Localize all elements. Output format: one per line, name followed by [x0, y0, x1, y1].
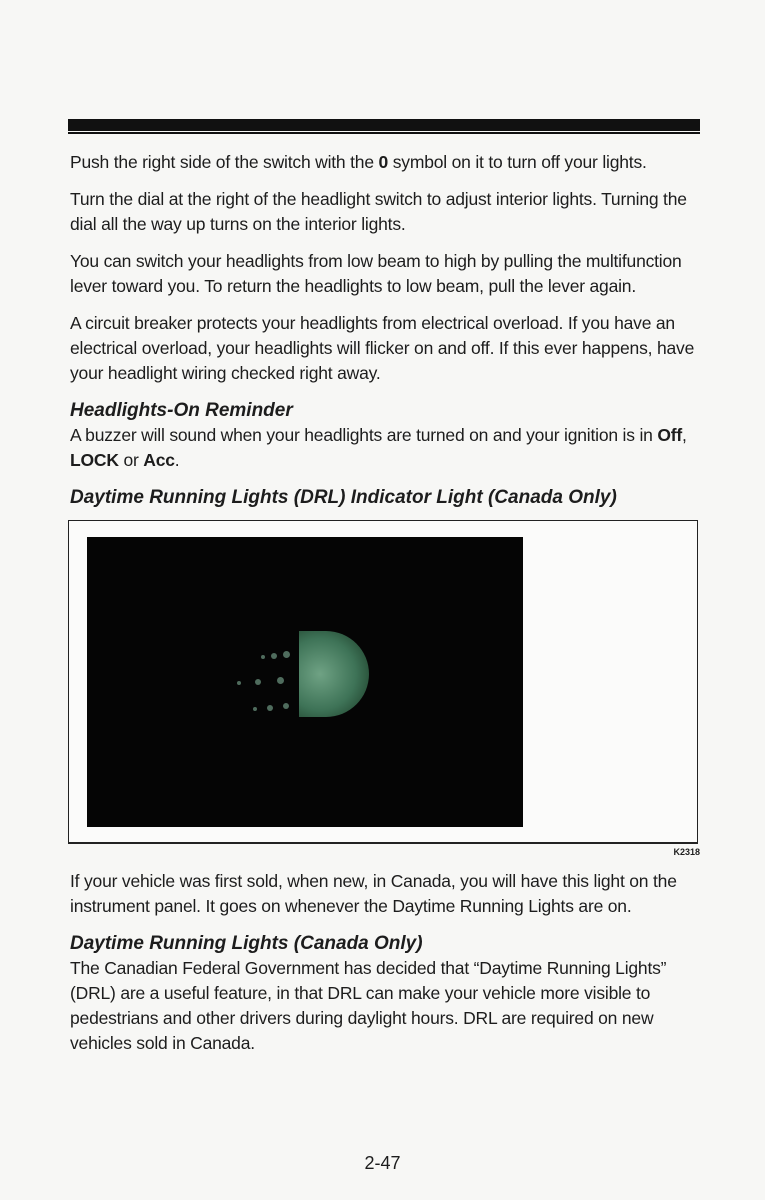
paragraph-drl-indicator: If your vehicle was first sold, when new, in Canada, you will have this light on the instrument panel. It goes on whenever the Daytime Running Lights are on.: [70, 871, 677, 916]
paragraph-drl: The Canadian Federal Government has decided that “Daytime Running Lights” (DRL) are a useful feature, in that DRL can make your vehicle more visible to pedestrians and other drivers during daylight hours. DRL are required on new vehicles sold in Canada.: [70, 958, 667, 1053]
paragraph-circuit-breaker: A circuit breaker protects your headlights from electrical overload. If you have an electrical overload, your headlights will flicker on and off. If this ever happens, have your headlight wiring checked right away.: [70, 313, 695, 383]
indicator-dot: [283, 651, 290, 658]
paragraph-interior-dial: Turn the dial at the right of the headlight switch to adjust interior lights. Turning the dial all the way up turns on the interior lights.: [70, 189, 687, 234]
indicator-dot: [261, 655, 265, 659]
indicator-dot: [253, 707, 257, 711]
page-number: 2-47: [364, 1153, 401, 1173]
paragraph-high-beam: You can switch your headlights from low beam to high by pulling the multifunction lever toward you. To return the headlights to low beam, pull the lever again.: [70, 251, 682, 296]
paragraph-reminder: A buzzer will sound when your headlights are turned on and your ignition is in Off, LOCK or Acc.: [70, 425, 687, 470]
bold-symbol: 0: [378, 152, 389, 172]
drl-indicator-figure: [68, 520, 698, 844]
indicator-dot: [237, 681, 241, 685]
header-rule: [68, 119, 700, 131]
figure-bottom-rule: [69, 842, 697, 844]
indicator-dot: [271, 653, 277, 659]
paragraph-switch-off: Push the right side of the switch with the 0 symbol on it to turn off your lights.: [70, 152, 647, 172]
figure-code: K2318: [673, 847, 700, 857]
heading-drl-indicator: Daytime Running Lights (DRL) Indicator Light (Canada Only): [70, 487, 617, 508]
heading-drl: Daytime Running Lights (Canada Only): [70, 933, 423, 954]
page-content: [70, 150, 700, 1068]
indicator-dot: [267, 705, 273, 711]
heading-headlights-reminder: Headlights-On Reminder: [70, 400, 293, 421]
indicator-dot: [277, 677, 284, 684]
indicator-dot: [283, 703, 289, 709]
drl-indicator-lamp-icon: [299, 631, 369, 717]
instrument-panel-image: [87, 537, 523, 827]
indicator-dot: [255, 679, 261, 685]
